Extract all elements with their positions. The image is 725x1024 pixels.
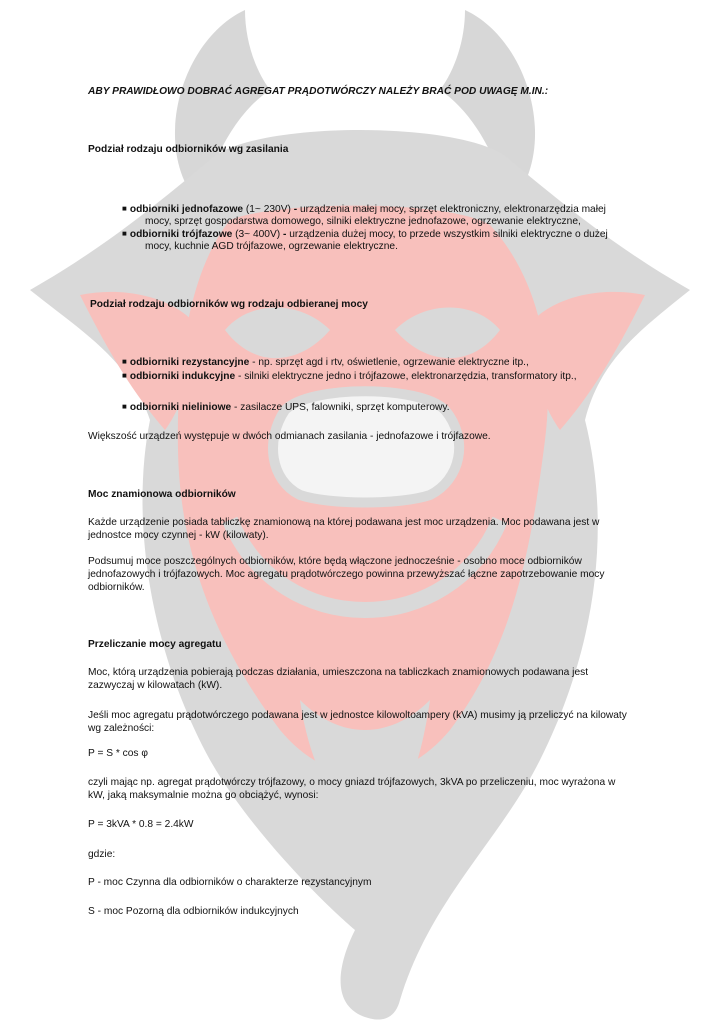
where-label: gdzie: xyxy=(88,849,116,860)
definition-p: P - moc Czynna dla odbiorników o charakterze rezystancyjnym xyxy=(88,877,372,888)
note-paragraph: Większość urządzeń występuje w dwóch odmianach zasilania - jednofazowe i trójfazowe. xyxy=(88,431,491,442)
list-item-three-phase: ■ odbiorniki trójfazowe (3~ 400V) - urządzenia dużej mocy, to przede wszystkim silniki elektryczne o dużej xyxy=(122,229,608,240)
list-item-resistive: ■ odbiorniki rezystancyjne - np. sprzęt agd i rtv, oświetlenie, ogrzewanie elektryczne itp., xyxy=(122,357,529,368)
list-item-single-phase: ■ odbiorniki jednofazowe (1~ 230V) - urządzenia małej mocy, sprzęt elektroniczny, elektronarzędzia małej xyxy=(122,204,606,215)
paragraph-line: jednostce mocy czynnej - kW (kilowaty). xyxy=(88,530,269,541)
paragraph-line: wg zależności: xyxy=(88,723,155,734)
paragraph-line: jednofazowych i trójfazowych. Moc agregatu prądotwórczego powinna przewyższać łączne zapotrzebowanie mocy xyxy=(88,569,605,580)
paragraph-line: zazwyczaj w kilowatach (kW). xyxy=(88,680,223,691)
document-heading: ABY PRAWIDŁOWO DOBRAĆ AGREGAT PRĄDOTWÓRCZY NALEŻY BRAĆ POD UWAGĘ M.IN.: xyxy=(88,86,549,97)
paragraph-line: Jeśli moc agregatu prądotwórczego podawana jest w jednostce kilowoltoampery (kVA) musimy ją przeliczyć na kilowaty xyxy=(88,710,627,721)
bullet-icon: ■ xyxy=(122,229,127,238)
bullet-icon: ■ xyxy=(122,357,127,366)
paragraph-line: czyli mając np. agregat prądotwórczy trójfazowy, o mocy gniazd trójfazowych, 3kVA po przeliczeniu, moc wyrażona w xyxy=(88,777,616,788)
paragraph-line: Moc, którą urządzenia pobierają podczas działania, umieszczona na tabliczkach znamionowych podawana jest xyxy=(88,667,589,678)
bullet-icon: ■ xyxy=(122,402,127,411)
list-item-nonlinear: ■ odbiorniki nieliniowe - zasilacze UPS, falowniki, sprzęt komputerowy. xyxy=(122,402,450,413)
section-title-load-type: Podział rodzaju odbiorników wg rodzaju odbieranej mocy xyxy=(90,299,368,310)
paragraph-line: Każde urządzenie posiada tabliczkę znamionową na której podawana jest moc urządzenia. Moc podawana jest w xyxy=(88,517,600,528)
list-item-inductive: ■ odbiorniki indukcyjne - silniki elektryczne jedno i trójfazowe, elektronarzędzia, transformatory itp., xyxy=(122,371,577,382)
list-item-three-phase-cont: mocy, kuchnie AGD trójfazowe, ogrzewanie elektryczne. xyxy=(145,241,398,252)
section-title-conversion: Przeliczanie mocy agregatu xyxy=(88,639,222,650)
paragraph-line: kW, jaką maksymalnie można go obciążyć, wynosi: xyxy=(88,790,319,801)
paragraph-line: Podsumuj moce poszczególnych odbiorników, które będą włączone jednocześnie - osobno moce odbiorników xyxy=(88,556,582,567)
section-title-power-supply: Podział rodzaju odbiorników wg zasilania xyxy=(88,144,289,155)
bullet-icon: ■ xyxy=(122,371,127,380)
list-item-single-phase-cont: mocy, sprzęt gospodarstwa domowego, silniki elektryczne jednofazowe, ogrzewanie elektryczne, xyxy=(145,216,581,227)
bullet-icon: ■ xyxy=(122,204,127,213)
formula: P = S * cos φ xyxy=(88,748,148,759)
paragraph-line: odbiorników. xyxy=(88,582,145,593)
example-formula: P = 3kVA * 0.8 = 2.4kW xyxy=(88,819,194,830)
definition-s: S - moc Pozorną dla odbiorników indukcyjnych xyxy=(88,906,299,917)
section-title-rated-power: Moc znamionowa odbiorników xyxy=(88,489,236,500)
